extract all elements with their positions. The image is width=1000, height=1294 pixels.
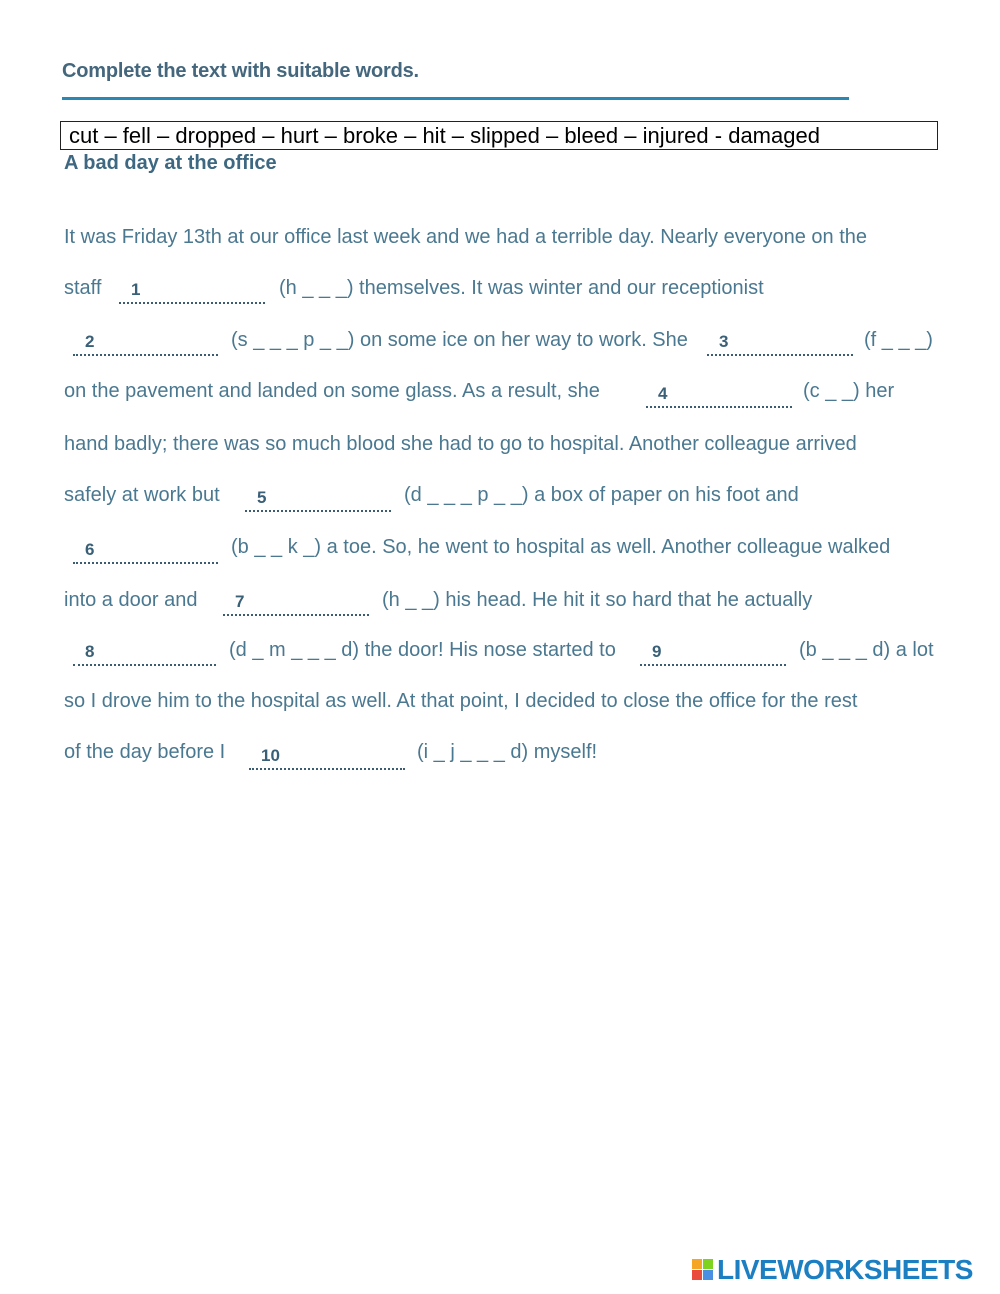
answer-gap-2[interactable] (73, 332, 218, 356)
answer-gap-1[interactable] (119, 280, 265, 304)
text-line-3-hint: (s _ _ _ p _ _) on some ice on her way to work. She (231, 329, 688, 351)
gap-number: 6 (85, 540, 95, 559)
gap-number: 1 (131, 280, 141, 299)
logo-text: LIVEWORKSHEETS (717, 1254, 973, 1285)
logo-square (692, 1270, 702, 1280)
text-line-8-start: into a door and (64, 589, 198, 611)
text-line-4: on the pavement and landed on some glass. As a result, she (64, 380, 600, 402)
gap-number: 2 (85, 332, 95, 351)
answer-gap-5[interactable] (245, 488, 391, 512)
answer-gap-6[interactable] (73, 540, 218, 564)
word-bank: cut – fell – dropped – hurt – broke – hit – slipped – bleed – injured - damaged (60, 121, 938, 150)
text-line-8-hint: (h _ _) his head. He hit it so hard that he actually (382, 589, 813, 611)
answer-gap-8[interactable] (73, 642, 216, 666)
text-line-9-hint-end: (b _ _ _ d) a lot (799, 639, 934, 661)
gap-number: 4 (658, 384, 668, 403)
text-line-11-start: of the day before I (64, 741, 226, 763)
text-line-9-hint: (d _ m _ _ _ d) the door! His nose started to (229, 639, 616, 661)
answer-gap-3[interactable] (707, 332, 853, 356)
text-line-6-hint: (d _ _ _ p _ _) a box of paper on his foot and (404, 484, 799, 506)
logo-square (703, 1270, 713, 1280)
text-line-1: It was Friday 13th at our office last week and we had a terrible day. Nearly everyone on the (64, 226, 868, 248)
gap-number: 5 (257, 488, 267, 507)
logo-icon (692, 1259, 714, 1281)
text-line-10: so I drove him to the hospital as well. At that point, I decided to close the office for the rest (64, 690, 858, 712)
text-line-2-start: staff (64, 277, 102, 299)
logo-square (692, 1259, 702, 1269)
answer-gap-10[interactable] (249, 746, 405, 770)
gap-number: 7 (235, 592, 245, 611)
liveworksheets-logo (692, 1255, 973, 1285)
text-line-5: hand badly; there was so much blood she had to go to hospital. Another colleague arrived (64, 433, 857, 455)
text-line-6-start: safely at work but (64, 484, 220, 506)
text-line-11-hint: (i _ j _ _ _ d) myself! (417, 741, 598, 763)
text-line-7-hint: (b _ _ k _) a toe. So, he went to hospital as well. Another colleague walked (231, 536, 891, 558)
gap-number: 3 (719, 332, 729, 351)
text-line-2-hint: (h _ _ _) themselves. It was winter and our receptionist (279, 277, 764, 299)
text-line-3-hint-end: (f _ _ _) (864, 329, 933, 351)
answer-gap-9[interactable] (640, 642, 786, 666)
story-title: A bad day at the office (64, 152, 277, 174)
answer-gap-7[interactable] (223, 592, 369, 616)
text-line-4-hint: (c _ _) her (803, 380, 895, 402)
answer-gap-4[interactable] (646, 384, 792, 408)
heading-divider (62, 97, 849, 100)
gap-number: 8 (85, 642, 95, 661)
instruction-heading: Complete the text with suitable words. (62, 60, 419, 82)
gap-number: 9 (652, 642, 662, 661)
gap-number: 10 (261, 746, 280, 765)
logo-square (703, 1259, 713, 1269)
